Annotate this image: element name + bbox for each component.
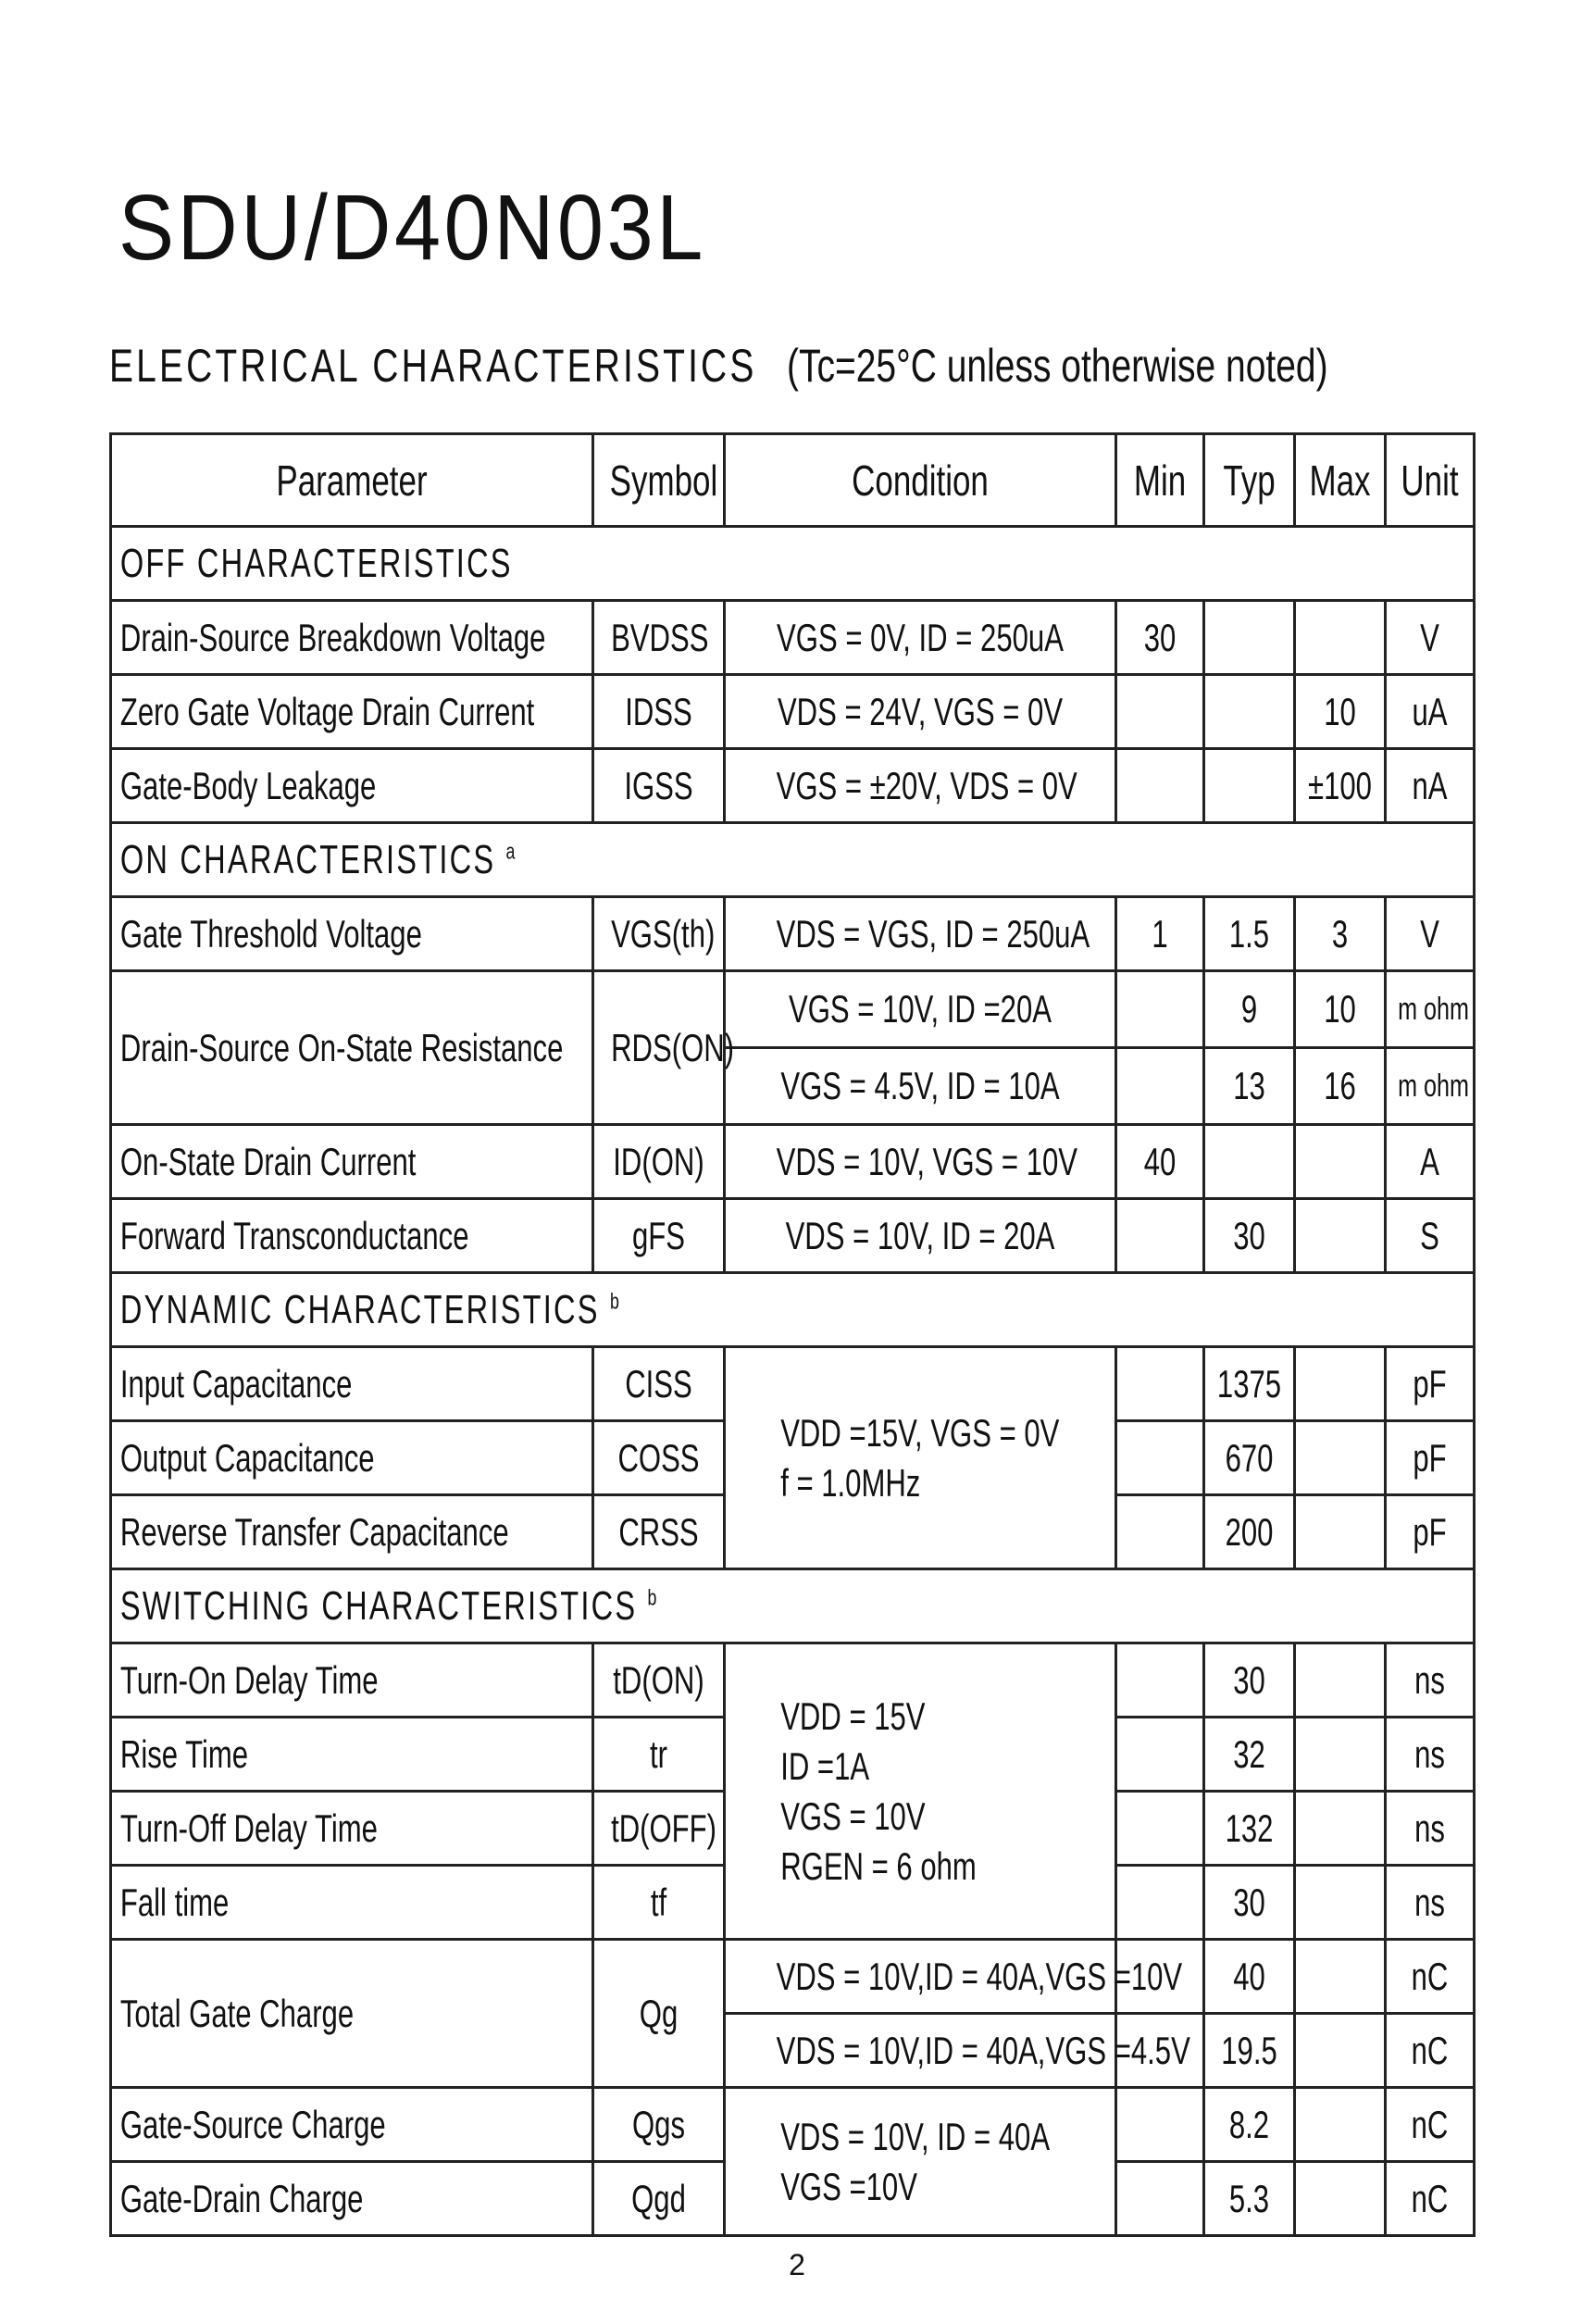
parameter-cell: On-State Drain Current — [111, 1125, 593, 1199]
typ-cell: 9 — [1204, 971, 1295, 1048]
max-cell — [1295, 2162, 1386, 2236]
parameter-cell: Input Capacitance — [111, 1347, 593, 1421]
min-cell — [1116, 1643, 1204, 1718]
min-cell: 1 — [1116, 897, 1204, 971]
header-condition: Condition — [725, 434, 1116, 527]
max-cell — [1295, 2088, 1386, 2162]
unit-cell: pF — [1386, 1495, 1475, 1569]
min-cell — [1116, 2162, 1204, 2236]
min-cell — [1116, 1048, 1204, 1125]
parameter-cell: Zero Gate Voltage Drain Current — [111, 675, 593, 749]
condition-cell: VDD = 15V ID =1A VGS = 10V RGEN = 6 ohm — [725, 1643, 1116, 1940]
section-off-characteristics: OFF CHARACTERISTICS — [111, 527, 1475, 601]
max-cell: ±100 — [1295, 749, 1386, 823]
max-cell — [1295, 1718, 1386, 1792]
max-cell — [1295, 1125, 1386, 1199]
typ-cell: 200 — [1204, 1495, 1295, 1569]
typ-cell — [1204, 749, 1295, 823]
unit-cell: ns — [1386, 1718, 1475, 1792]
parameter-cell: Gate Threshold Voltage — [111, 897, 593, 971]
max-cell: 10 — [1295, 971, 1386, 1048]
unit-cell: A — [1386, 1125, 1475, 1199]
min-cell — [1116, 675, 1204, 749]
footnote-marker: b — [609, 1288, 619, 1314]
min-cell: 30 — [1116, 601, 1204, 675]
caption-heading: ELECTRICAL CHARACTERISTICS — [109, 340, 757, 392]
unit-cell: nC — [1386, 1940, 1475, 2014]
min-cell — [1116, 1792, 1204, 1866]
section-row-switching — [111, 1569, 1475, 1643]
table-row — [111, 1199, 1475, 1273]
unit-cell: m ohm — [1386, 1048, 1475, 1125]
symbol-cell: tf — [593, 1866, 725, 1940]
electrical-characteristics-table — [109, 432, 1476, 2237]
unit-cell: ns — [1386, 1792, 1475, 1866]
table-row — [111, 1940, 1475, 2014]
typ-cell: 132 — [1204, 1792, 1295, 1866]
parameter-cell: Turn-On Delay Time — [111, 1643, 593, 1718]
typ-cell: 30 — [1204, 1643, 1295, 1718]
table-row — [111, 971, 1475, 1048]
max-cell: 16 — [1295, 1048, 1386, 1125]
typ-cell: 30 — [1204, 1199, 1295, 1273]
condition-cell: VDS = 10V, ID = 40A VGS =10V — [725, 2088, 1116, 2236]
condition-cell: VDS = VGS, ID = 250uA — [725, 897, 1116, 971]
condition-cell: VDD =15V, VGS = 0V f = 1.0MHz — [725, 1347, 1116, 1569]
max-cell: 10 — [1295, 675, 1386, 749]
caption-conditions: (Tc=25°C unless otherwise noted) — [786, 340, 1328, 392]
table-row — [111, 1347, 1475, 1421]
max-cell — [1295, 1866, 1386, 1940]
table-caption — [109, 340, 1328, 392]
condition-cell: VDS = 10V,ID = 40A,VGS =4.5V — [725, 2014, 1116, 2088]
table-row — [111, 1125, 1475, 1199]
symbol-cell: Qgs — [593, 2088, 725, 2162]
unit-cell: nC — [1386, 2162, 1475, 2236]
symbol-cell: gFS — [593, 1199, 725, 1273]
section-row-dynamic — [111, 1273, 1475, 1347]
table-row — [111, 1643, 1475, 1718]
condition-cell: VGS = ±20V, VDS = 0V — [725, 749, 1116, 823]
typ-cell: 30 — [1204, 1866, 1295, 1940]
min-cell — [1116, 1347, 1204, 1421]
min-cell — [1116, 749, 1204, 823]
table-row — [111, 897, 1475, 971]
typ-cell: 5.3 — [1204, 2162, 1295, 2236]
section-row-on — [111, 823, 1475, 897]
table-header-row — [111, 434, 1475, 527]
section-on-characteristics: ON CHARACTERISTICS $^a$ — [111, 823, 1475, 897]
unit-cell: pF — [1386, 1347, 1475, 1421]
max-cell — [1295, 1643, 1386, 1718]
condition-cell: VGS = 0V, ID = 250uA — [725, 601, 1116, 675]
document-title: SDU/D40N03L — [118, 176, 706, 280]
unit-cell: ns — [1386, 1866, 1475, 1940]
max-cell — [1295, 1421, 1386, 1495]
symbol-cell: tD(OFF) — [593, 1792, 725, 1866]
unit-cell: V — [1386, 601, 1475, 675]
parameter-cell: Gate-Source Charge — [111, 2088, 593, 2162]
max-cell — [1295, 1940, 1386, 2014]
parameter-cell: Gate-Body Leakage — [111, 749, 593, 823]
max-cell — [1295, 1347, 1386, 1421]
symbol-cell: IGSS — [593, 749, 725, 823]
unit-cell: V — [1386, 897, 1475, 971]
max-cell — [1295, 2014, 1386, 2088]
min-cell: 40 — [1116, 1125, 1204, 1199]
typ-cell: 19.5 — [1204, 2014, 1295, 2088]
typ-cell: 8.2 — [1204, 2088, 1295, 2162]
table-row — [111, 675, 1475, 749]
min-cell — [1116, 1495, 1204, 1569]
header-symbol: Symbol — [593, 434, 725, 527]
symbol-cell: RDS(ON) — [593, 971, 725, 1125]
condition-cell: VDS = 10V, ID = 20A — [725, 1199, 1116, 1273]
typ-cell — [1204, 675, 1295, 749]
unit-cell: m ohm — [1386, 971, 1475, 1048]
symbol-cell: BVDSS — [593, 601, 725, 675]
max-cell — [1295, 601, 1386, 675]
typ-cell — [1204, 601, 1295, 675]
parameter-cell: Reverse Transfer Capacitance — [111, 1495, 593, 1569]
footnote-marker: b — [647, 1584, 657, 1610]
min-cell — [1116, 1199, 1204, 1273]
parameter-cell: Fall time — [111, 1866, 593, 1940]
symbol-cell: COSS — [593, 1421, 725, 1495]
max-cell — [1295, 1792, 1386, 1866]
condition-cell: VGS = 4.5V, ID = 10A — [725, 1048, 1116, 1125]
footnote-marker: a — [505, 838, 516, 864]
typ-cell: 32 — [1204, 1718, 1295, 1792]
parameter-cell: Forward Transconductance — [111, 1199, 593, 1273]
condition-cell: VDS = 24V, VGS = 0V — [725, 675, 1116, 749]
parameter-cell: Turn-Off Delay Time — [111, 1792, 593, 1866]
unit-cell: nC — [1386, 2014, 1475, 2088]
parameter-cell: Gate-Drain Charge — [111, 2162, 593, 2236]
unit-cell: nC — [1386, 2088, 1475, 2162]
typ-cell: 1.5 — [1204, 897, 1295, 971]
parameter-cell: Rise Time — [111, 1718, 593, 1792]
min-cell — [1116, 1866, 1204, 1940]
header-min: Min — [1116, 434, 1204, 527]
min-cell — [1116, 971, 1204, 1048]
condition-cell: VGS = 10V, ID =20A — [725, 971, 1116, 1048]
parameter-cell: Output Capacitance — [111, 1421, 593, 1495]
section-switching-characteristics: SWITCHING CHARACTERISTICS $^b$ — [111, 1569, 1475, 1643]
max-cell: 3 — [1295, 897, 1386, 971]
unit-cell: uA — [1386, 675, 1475, 749]
header-max: Max — [1295, 434, 1386, 527]
unit-cell: nA — [1386, 749, 1475, 823]
typ-cell: 13 — [1204, 1048, 1295, 1125]
typ-cell — [1204, 1125, 1295, 1199]
symbol-cell: IDSS — [593, 675, 725, 749]
table-row — [111, 2088, 1475, 2162]
condition-cell: VDS = 10V, VGS = 10V — [725, 1125, 1116, 1199]
symbol-cell: Qg — [593, 1940, 725, 2088]
typ-cell: 40 — [1204, 1940, 1295, 2014]
header-parameter: Parameter — [111, 434, 593, 527]
symbol-cell: CRSS — [593, 1495, 725, 1569]
unit-cell: ns — [1386, 1643, 1475, 1718]
table-row — [111, 749, 1475, 823]
min-cell — [1116, 2088, 1204, 2162]
parameter-cell: Drain-Source Breakdown Voltage — [111, 601, 593, 675]
parameter-cell: Drain-Source On-State Resistance — [111, 971, 593, 1125]
symbol-cell: VGS(th) — [593, 897, 725, 971]
section-row-off — [111, 527, 1475, 601]
symbol-cell: Qgd — [593, 2162, 725, 2236]
symbol-cell: tr — [593, 1718, 725, 1792]
table-row — [111, 601, 1475, 675]
unit-cell: pF — [1386, 1421, 1475, 1495]
page-number: 2 — [789, 2248, 805, 2281]
section-dynamic-characteristics: DYNAMIC CHARACTERISTICS $^b$ — [111, 1273, 1475, 1347]
symbol-cell: ID(ON) — [593, 1125, 725, 1199]
typ-cell: 670 — [1204, 1421, 1295, 1495]
max-cell — [1295, 1495, 1386, 1569]
typ-cell: 1375 — [1204, 1347, 1295, 1421]
header-typ: Typ — [1204, 434, 1295, 527]
header-unit: Unit — [1386, 434, 1475, 527]
min-cell — [1116, 1421, 1204, 1495]
symbol-cell: tD(ON) — [593, 1643, 725, 1718]
condition-cell: VDS = 10V,ID = 40A,VGS =10V — [725, 1940, 1116, 2014]
symbol-cell: CISS — [593, 1347, 725, 1421]
parameter-cell: Total Gate Charge — [111, 1940, 593, 2088]
unit-cell: S — [1386, 1199, 1475, 1273]
min-cell — [1116, 1718, 1204, 1792]
max-cell — [1295, 1199, 1386, 1273]
